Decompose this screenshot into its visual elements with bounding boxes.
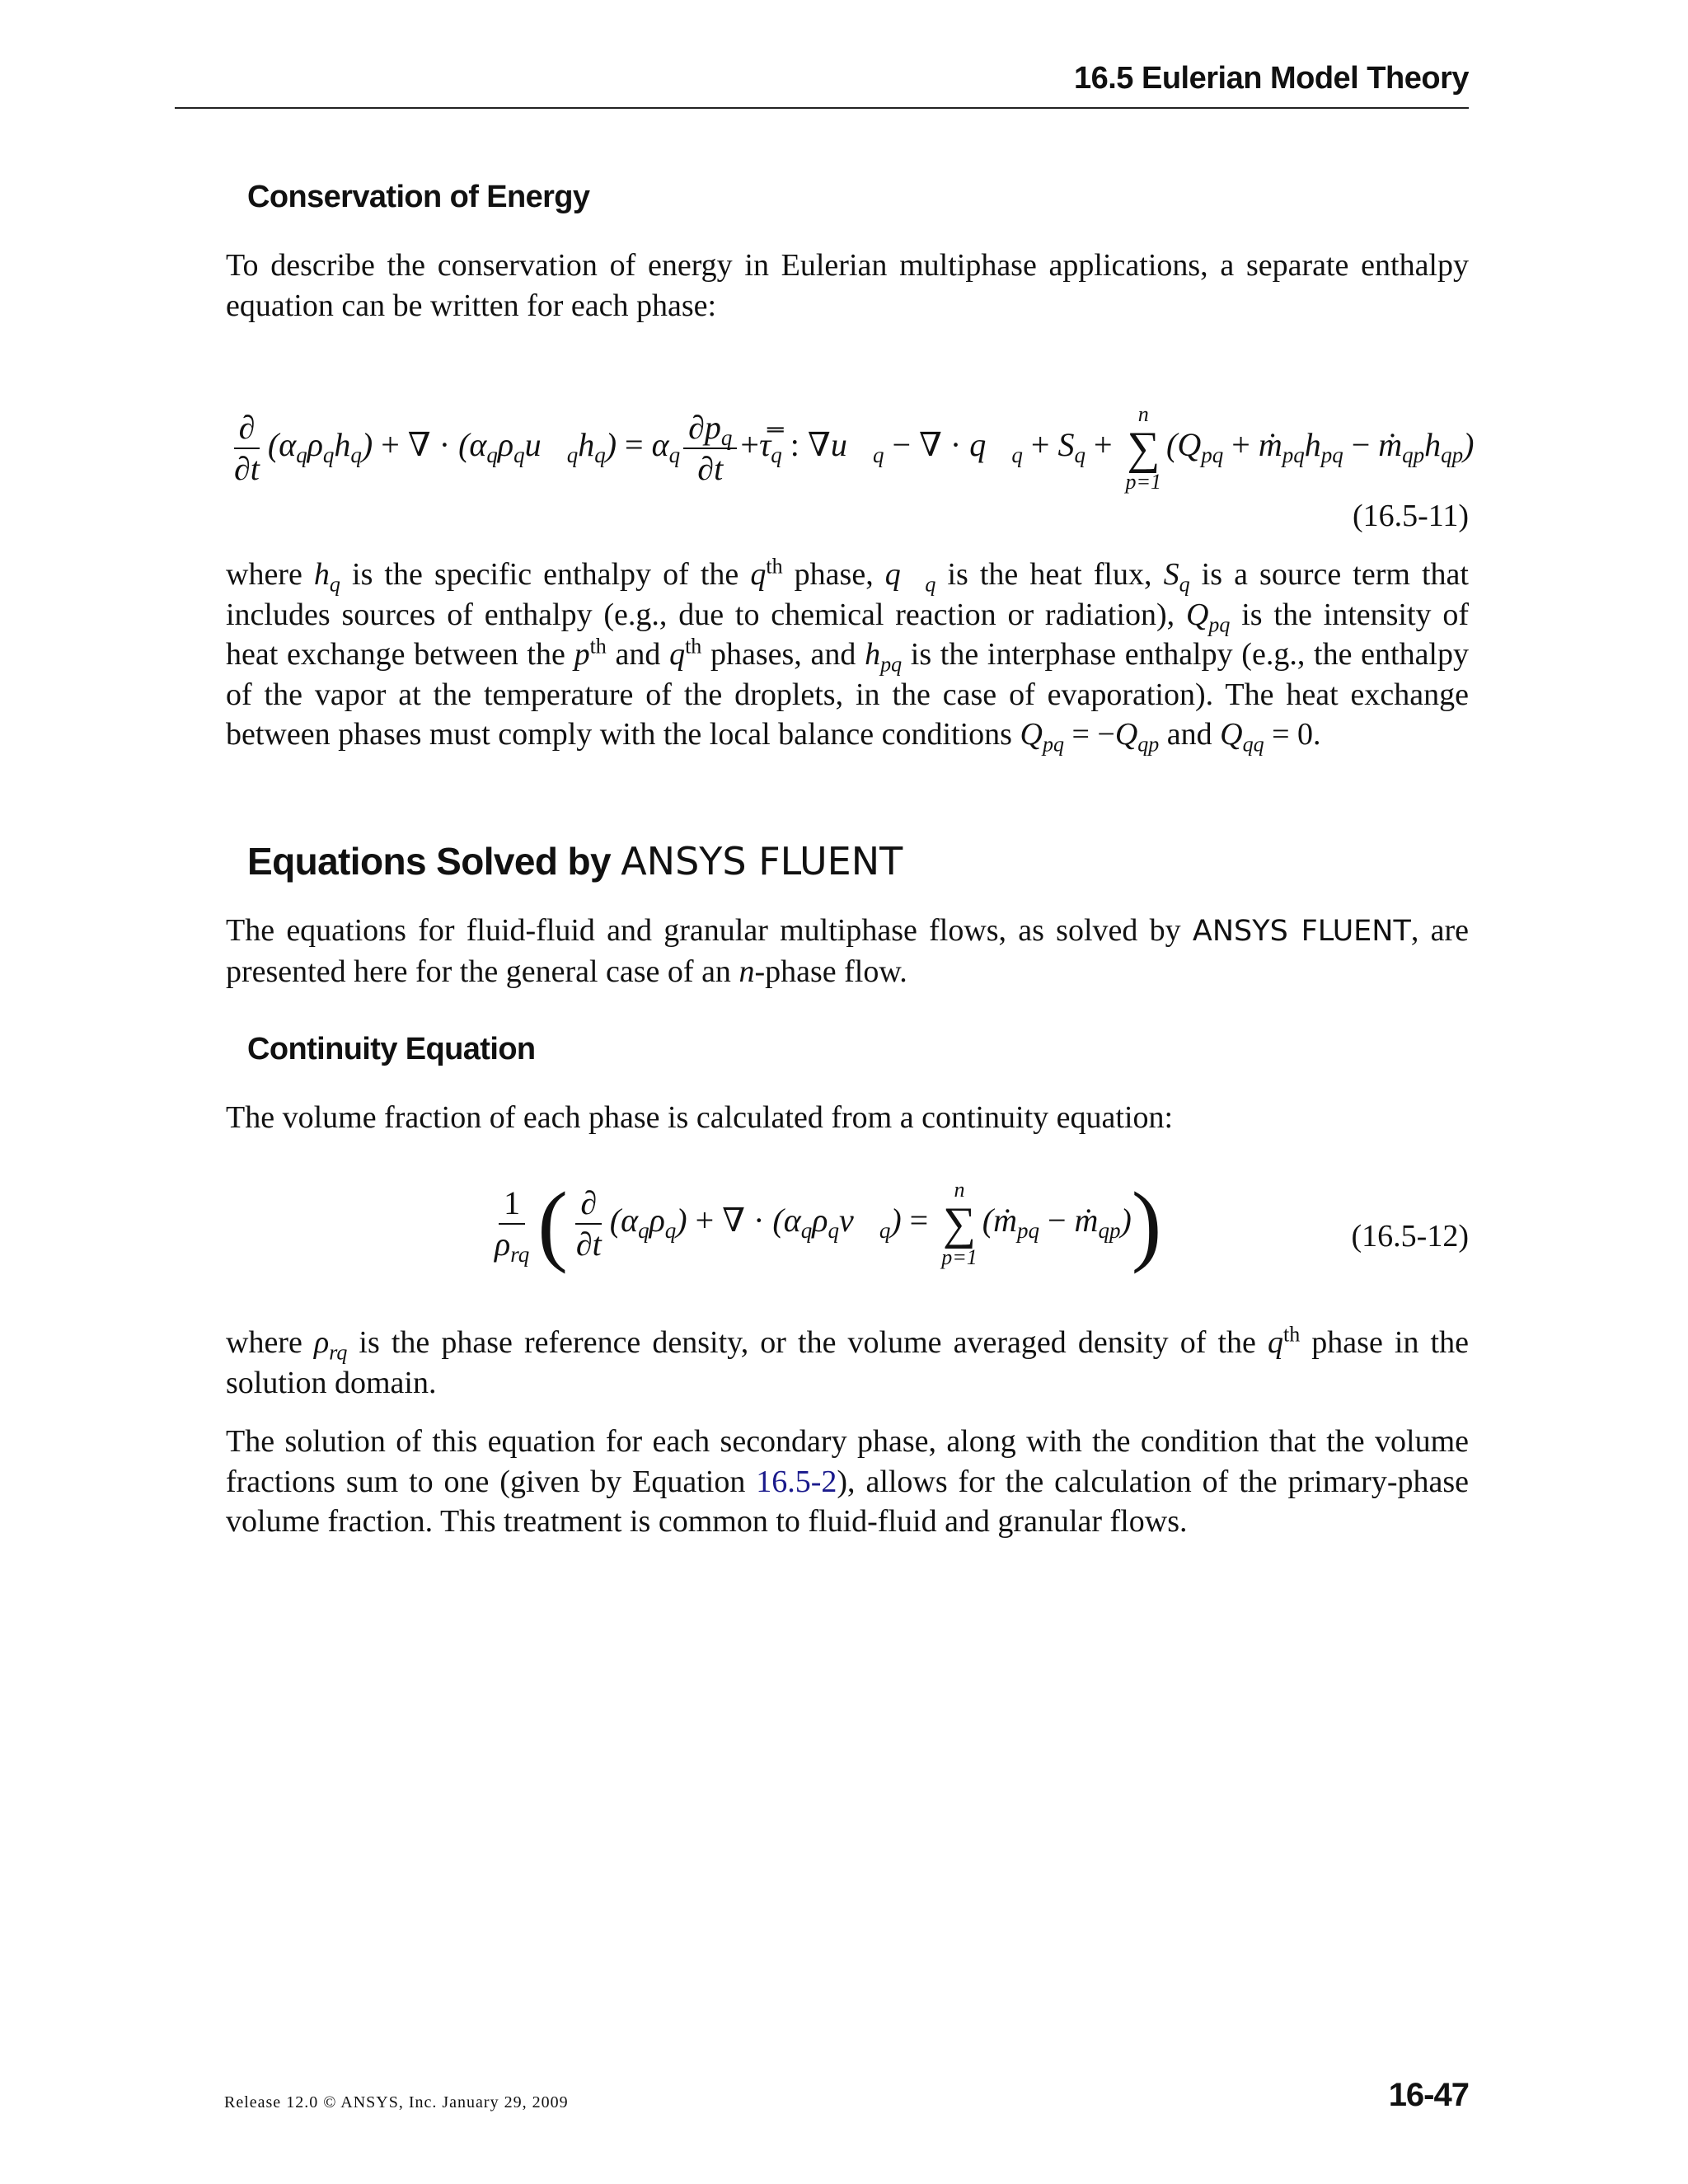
page-number: 16-47 <box>1388 2077 1469 2113</box>
energy-where-paragraph: where $h_q$ is the specific enthalpy of the $q^{th}$ phase, $q⃗_q$ is the heat flux, $S_q$ is a source term that includes sources of enthalpy (e.g., due to chemical reaction or radiation), $Q_{pq}$ is the intensity of heat exchange between the $p^{th}$ and $q^{th}$ phases, and $h_{pq}$ is the interphase enthalpy (e.g., the enthalpy of the vapor at the temperature of the droplets, in the case of evaporation). The heat exchange between phases must comply with the local balance conditions $Q_{pq} = -Q_{qp}$ and $Q_{qq} = 0$. <box>226 554 1469 757</box>
continuity-solution-paragraph: The solution of this equation for each secondary phase, along with the condition that the volume fractions sum to one (given by Equation 16.5-2), allows for the calculation of the primary-phase volume fraction. This treatment is common to fluid-fluid and granular flows. <box>226 1424 1469 1539</box>
section-heading-equations-solved: Equations Solved by ANSYS FLUENT <box>247 839 903 883</box>
product-name: ANSYS FLUENT <box>621 839 903 883</box>
section-heading-energy: Conservation of Energy <box>247 180 590 214</box>
continuity-intro-paragraph: The volume fraction of each phase is calculated from a continuity equation: <box>226 1100 1174 1135</box>
running-header: 16.5 Eulerian Model Theory <box>1073 61 1469 96</box>
continuity-equation: $\frac{1}{\rho_{rq}}$ ( $\frac{\partial}{\partial t}$ $(\alpha_q\rho_q)$ + ∇ · $(\alpha_q\rho_qv⃗_q)$ = n ∑ p=1 (ṁ$_{pq}$ − ṁ$_{qp}$)) <box>495 1174 1162 1274</box>
equation-number-16-5-12: (16.5-12) <box>1351 1219 1469 1254</box>
continuity-where-paragraph: where $\rho_{rq}$ is the phase reference density, or the volume averaged density of the $q^{th}$ phase in the solution domain. <box>226 1322 1469 1400</box>
energy-intro-paragraph: To describe the conservation of energy in Eulerian multiphase applications, a separate enthalpy equation can be written for each phase: <box>226 248 1469 323</box>
section-heading-continuity: Continuity Equation <box>247 1032 536 1066</box>
equation-reference-link[interactable]: 16.5-2 <box>756 1464 837 1499</box>
equation-number-16-5-11: (16.5-11) <box>1352 499 1469 533</box>
release-footer: Release 12.0 © ANSYS, Inc. January 29, 2009 <box>224 2093 569 2111</box>
equations-solved-paragraph: The equations for fluid-fluid and granular multiphase flows, as solved by ANSYS FLUENT, are presented here for the general case of an n-phase flow. <box>226 913 1469 989</box>
energy-equation: $\frac{\partial}{\partial t}$ $(\alpha_q\rho_qh_q)$ + ∇ · $(\alpha_q\rho_qu⃗_qh_q) = \alpha_q$ $\frac{\partial p_q}{\partial t}$ $+\tau̿_q$ : $\nabla u⃗_q$ − ∇ · $q⃗_q + S_q$ + n ∑ p=1 ($Q_{pq}$ + $ṁ_{pq}h_{pq}$ − $ṁ_{qp}h_{qp}$) <box>234 402 1475 494</box>
header-rule <box>175 107 1469 109</box>
